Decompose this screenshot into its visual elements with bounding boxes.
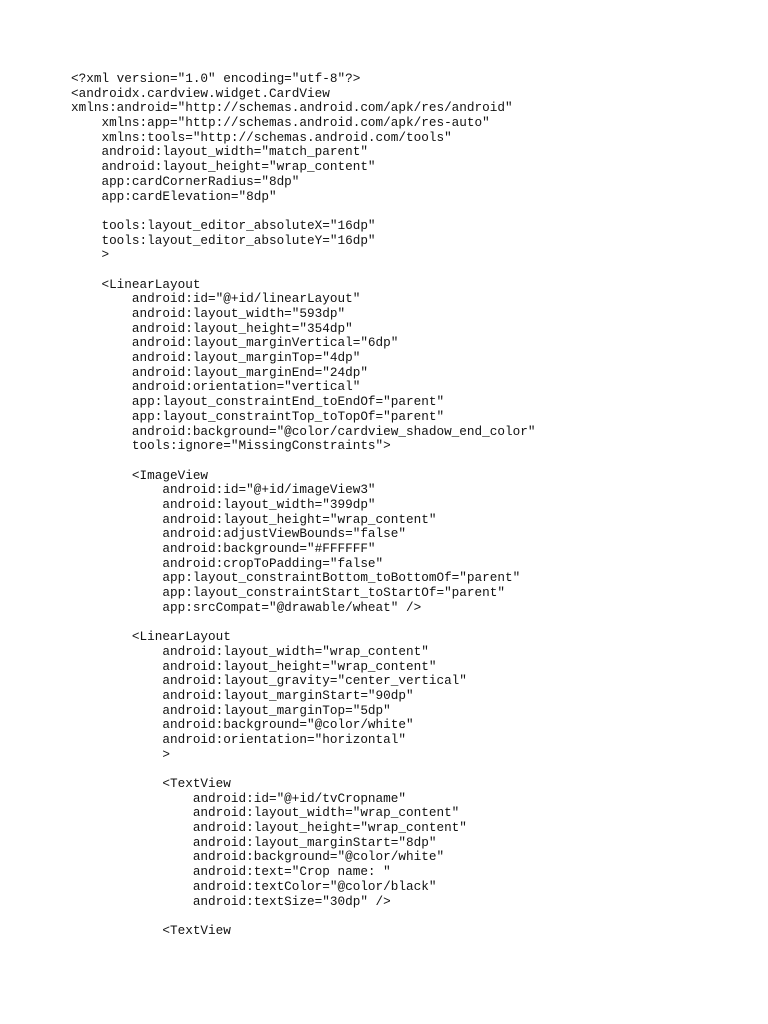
code-line: android:layout_width="399dp" (71, 496, 376, 512)
code-line: android:background="@color/white" (71, 717, 414, 733)
code-line: android:orientation="horizontal" (71, 731, 407, 747)
code-line: <LinearLayout (71, 276, 201, 292)
code-line: android:layout_width="match_parent" (71, 144, 368, 160)
code-line: <ImageView (71, 467, 209, 483)
code-line: tools:layout_editor_absoluteX="16dp" (71, 217, 376, 233)
code-line: android:layout_height="wrap_content" (71, 159, 376, 175)
code-line: android:text="Crop name: " (71, 864, 391, 880)
code-line (71, 454, 751, 469)
code-line: app:layout_constraintBottom_toBottomOf="parent" (71, 570, 521, 586)
code-line: android:background="@color/cardview_shadow_end_color" (71, 423, 536, 439)
code-line: app:layout_constraintStart_toStartOf="parent" (71, 585, 505, 601)
code-line (71, 762, 751, 777)
code-line: android:layout_height="wrap_content" (71, 511, 437, 527)
code-line: android:adjustViewBounds="false" (71, 526, 407, 542)
code-line: android:layout_marginTop="4dp" (71, 350, 361, 366)
code-line: android:layout_marginVertical="6dp" (71, 335, 399, 351)
code-line: app:cardCornerRadius="8dp" (71, 173, 300, 189)
code-line (71, 204, 751, 219)
code-line (71, 263, 751, 278)
code-line: android:layout_marginStart="8dp" (71, 834, 437, 850)
code-line: android:layout_width="wrap_content" (71, 643, 429, 659)
code-line: android:layout_height="wrap_content" (71, 820, 467, 836)
code-line (71, 615, 751, 630)
code-line: > (71, 746, 170, 762)
code-line: app:srcCompat="@drawable/wheat" /> (71, 599, 422, 615)
code-line: android:id="@+id/imageView3" (71, 482, 376, 498)
code-line: android:background="@color/white" (71, 849, 445, 865)
code-line: android:layout_gravity="center_vertical" (71, 673, 467, 689)
code-line: android:background="#FFFFFF" (71, 541, 376, 556)
code-line: tools:ignore="MissingConstraints"> (71, 438, 391, 454)
code-line: app:cardElevation="8dp" (71, 188, 277, 204)
code-line: app:layout_constraintTop_toTopOf="parent" (71, 408, 445, 424)
code-line: android:layout_marginStart="90dp" (71, 687, 414, 703)
xml-code-block (71, 72, 751, 939)
code-line: android:id="@+id/linearLayout" (71, 291, 361, 307)
code-line: xmlns:android="http://schemas.android.com/apk/res/android" (71, 100, 513, 116)
code-line: android:layout_marginEnd="24dp" (71, 364, 368, 380)
code-line: tools:layout_editor_absoluteY="16dp" (71, 232, 376, 248)
code-line: <LinearLayout (71, 629, 231, 645)
code-line (71, 909, 751, 924)
code-line: android:textColor="@color/black" (71, 878, 437, 894)
code-line: android:id="@+id/tvCropname" (71, 790, 407, 806)
code-line: <?xml version="1.0" encoding="utf-8"?> (71, 71, 361, 86)
code-line: android:layout_height="354dp" (71, 320, 353, 336)
code-line: android:layout_height="wrap_content" (71, 658, 437, 674)
code-line: <TextView (71, 776, 231, 791)
code-line: <androidx.cardview.widget.CardView (71, 85, 330, 101)
code-line: android:layout_width="wrap_content" (71, 805, 460, 821)
code-line: android:textSize="30dp" /> (71, 893, 391, 909)
code-line: xmlns:tools="http://schemas.android.com/tools" (71, 129, 452, 145)
code-line: android:orientation="vertical" (71, 379, 361, 395)
code-line: android:cropToPadding="false" (71, 555, 384, 571)
code-line: android:layout_marginTop="5dp" (71, 702, 391, 718)
code-line: android:layout_width="593dp" (71, 306, 346, 321)
code-line: <TextView (71, 922, 231, 938)
code-line: app:layout_constraintEnd_toEndOf="parent" (71, 394, 445, 410)
code-line: > (71, 247, 110, 263)
code-line: xmlns:app="http://schemas.android.com/apk/res-auto" (71, 115, 490, 131)
